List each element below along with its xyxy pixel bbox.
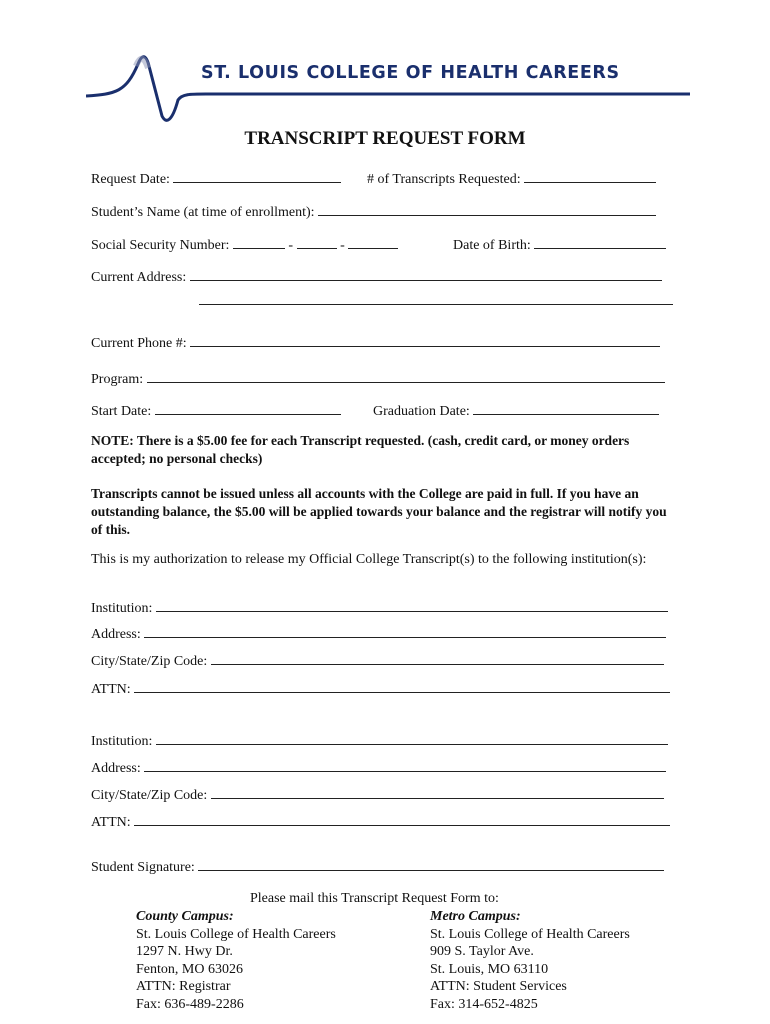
address-1-line[interactable] [144,625,666,638]
attn-1-field[interactable] [91,680,670,698]
student-name-label: Student’s Name (at time of enrollment): [91,205,315,220]
program-label: Program: [91,372,144,387]
attn-2-line[interactable] [134,813,670,826]
program-line[interactable] [147,370,665,383]
ssn-part3-line[interactable] [348,236,398,249]
city-state-zip-2-line[interactable] [211,786,664,799]
county-campus-name: St. Louis College of Health Careers [136,926,336,942]
fee-note: NOTE: There is a $5.00 fee for each Transcript requested. (cash, credit card, or money orders accepted; no personal checks) [91,433,630,466]
current-address-line-2[interactable] [199,304,673,305]
attn-2-field[interactable] [91,813,670,831]
county-campus-heading: County Campus: [136,909,234,924]
graduation-date-label: Graduation Date: [373,404,470,419]
institution-1-line[interactable] [156,599,668,612]
metro-campus-name: St. Louis College of Health Careers [430,926,630,942]
address-1-field[interactable] [91,625,666,643]
county-campus-city: Fenton, MO 63026 [136,961,243,977]
authorization-text: This is my authorization to release my Official College Transcript(s) to the following institution(s): [91,552,647,567]
dob-field[interactable] [453,236,666,254]
county-campus-fax: Fax: 636-489-2286 [136,996,244,1012]
county-campus-attn: ATTN: Registrar [136,979,231,994]
ssn-part2-line[interactable] [297,236,337,249]
signature-label: Student Signature: [91,860,195,875]
request-date-line[interactable] [173,170,341,183]
metro-campus-heading: Metro Campus: [430,909,521,924]
current-address-line[interactable] [190,268,662,281]
city-state-zip-1-line[interactable] [211,652,664,665]
attn-label: ATTN: [91,815,131,830]
num-transcripts-line[interactable] [524,170,656,183]
mailing-intro: Please mail this Transcript Request Form to: [250,891,499,906]
num-transcripts-label: # of Transcripts Requested: [367,172,521,187]
current-phone-line[interactable] [190,334,660,347]
college-name: ST. LOUIS COLLEGE OF HEALTH CAREERS [201,63,620,83]
request-date-field[interactable] [91,170,341,188]
institution-label: Institution: [91,601,153,616]
graduation-date-line[interactable] [473,402,659,415]
start-date-line[interactable] [155,402,341,415]
current-address-field[interactable] [91,268,662,286]
ssn-part1-line[interactable] [233,236,285,249]
program-field[interactable] [91,370,665,388]
institution-2-field[interactable] [91,732,668,750]
city-state-zip-label: City/State/Zip Code: [91,788,208,803]
request-date-label: Request Date: [91,172,170,187]
metro-campus-fax: Fax: 314-652-4825 [430,996,538,1012]
current-phone-label: Current Phone #: [91,336,187,351]
metro-campus-street: 909 S. Taylor Ave. [430,944,534,959]
num-transcripts-field[interactable] [367,170,656,188]
attn-1-line[interactable] [134,680,670,693]
balance-note: Transcripts cannot be issued unless all accounts with the College are paid in full. If you have an outstanding balance, the $5.00 will be applied towards your balance and the registrar will notify you of this. [91,486,667,537]
current-phone-field[interactable] [91,334,660,352]
address-2-field[interactable] [91,759,666,777]
city-state-zip-2-field[interactable] [91,786,664,804]
address-label: Address: [91,627,141,642]
dob-label: Date of Birth: [453,238,531,253]
address-2-line[interactable] [144,759,666,772]
dob-line[interactable] [534,236,666,249]
ssn-field[interactable]: Social Security Number: - - [91,236,398,254]
student-name-line[interactable] [318,203,656,216]
city-state-zip-1-field[interactable] [91,652,664,670]
graduation-date-field[interactable] [373,402,659,420]
institution-label: Institution: [91,734,153,749]
current-address-label: Current Address: [91,270,187,285]
county-campus-address [136,908,336,1013]
institution-2-line[interactable] [156,732,668,745]
student-name-field[interactable] [91,203,656,221]
metro-campus-city: St. Louis, MO 63110 [430,961,549,977]
city-state-zip-label: City/State/Zip Code: [91,654,208,669]
address-label: Address: [91,761,141,776]
institution-1-field[interactable] [91,599,668,617]
attn-label: ATTN: [91,682,131,697]
signature-field[interactable] [91,858,664,876]
ssn-label: Social Security Number: [91,238,230,253]
start-date-label: Start Date: [91,404,152,419]
form-title: TRANSCRIPT REQUEST FORM [244,128,526,149]
signature-line[interactable] [198,858,664,871]
metro-campus-attn: ATTN: Student Services [430,979,567,994]
start-date-field[interactable] [91,402,341,420]
county-campus-street: 1297 N. Hwy Dr. [136,944,233,959]
metro-campus-address [430,908,630,1013]
